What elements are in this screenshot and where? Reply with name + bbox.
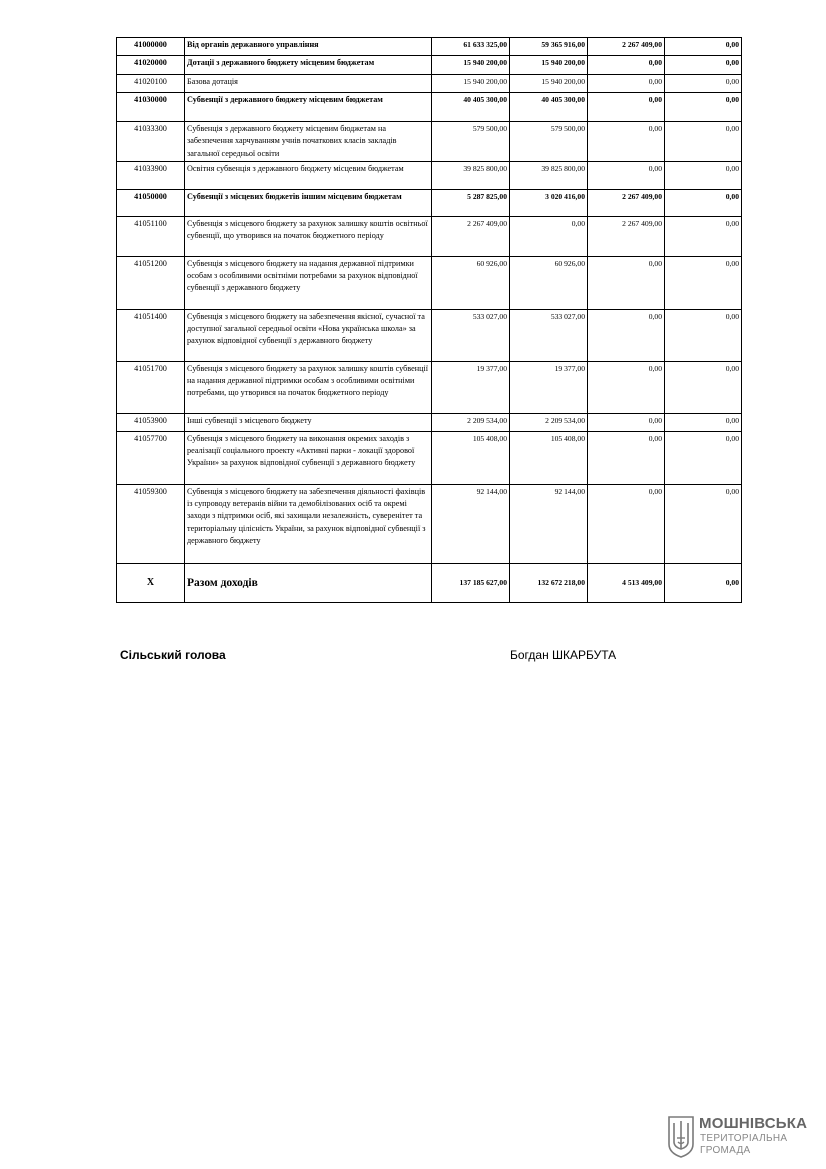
row-code: 41020000 [117, 56, 185, 75]
row-code: 41051200 [117, 256, 185, 309]
table-row [117, 256, 742, 309]
table-row [117, 361, 742, 413]
row-total: 39 825 800,00 [432, 161, 510, 189]
row-general: 2 209 534,00 [510, 413, 588, 431]
row-general: 39 825 800,00 [510, 161, 588, 189]
row-total: 2 267 409,00 [432, 216, 510, 256]
row-special: 0,00 [588, 161, 665, 189]
row-total: 105 408,00 [432, 431, 510, 484]
row-name: Субвенція з місцевого бюджету на забезпечення діяльності фахівців із супроводу ветеранів війни та демобілізованих осіб та окремі заходи з підтримки осіб, які захищали незалежність, суверенітет та територіальну цілісність України, за рахунок відповідної субвенції з державного бюджету [185, 484, 432, 563]
row-name: Субвенції з місцевих бюджетів іншим місцевим бюджетам [185, 189, 432, 216]
trident-icon [666, 1114, 696, 1158]
row-general: 59 365 916,00 [510, 38, 588, 56]
row-general: 40 405 300,00 [510, 93, 588, 122]
row-name: Від органів державного управління [185, 38, 432, 56]
table-row [117, 413, 742, 431]
row-general: 3 020 416,00 [510, 189, 588, 216]
row-name: Дотації з державного бюджету місцевим бюджетам [185, 56, 432, 75]
table-row [117, 75, 742, 93]
table-row [117, 189, 742, 216]
row-code: 41051400 [117, 309, 185, 361]
row-general: 15 940 200,00 [510, 56, 588, 75]
total-code: X [117, 563, 185, 602]
total-general: 132 672 218,00 [510, 563, 588, 602]
row-general: 19 377,00 [510, 361, 588, 413]
row-code: 41059300 [117, 484, 185, 563]
row-dev: 0,00 [665, 256, 742, 309]
row-code: 41051100 [117, 216, 185, 256]
row-special: 0,00 [588, 413, 665, 431]
budget-revenue-table [116, 37, 742, 603]
row-dev: 0,00 [665, 38, 742, 56]
table-row [117, 56, 742, 75]
row-general: 533 027,00 [510, 309, 588, 361]
row-special: 0,00 [588, 122, 665, 162]
row-general: 92 144,00 [510, 484, 588, 563]
row-name: Субвенція з місцевого бюджету на надання державної підтримки особам з особливими освітніми потребами за рахунок відповідної субвенції з державного бюджету [185, 256, 432, 309]
row-special: 2 267 409,00 [588, 38, 665, 56]
row-total: 61 633 325,00 [432, 38, 510, 56]
row-name: Субвенція з місцевого бюджету на забезпечення якісної, сучасної та доступної загальної середньої освіти «Нова українська школа» за рахунок відповідної субвенції з державного бюджету [185, 309, 432, 361]
row-total: 533 027,00 [432, 309, 510, 361]
signature-name: Богдан ШКАРБУТА [510, 648, 617, 662]
row-special: 0,00 [588, 56, 665, 75]
row-code: 41050000 [117, 189, 185, 216]
row-total: 15 940 200,00 [432, 75, 510, 93]
row-special: 0,00 [588, 361, 665, 413]
row-total: 92 144,00 [432, 484, 510, 563]
row-general: 60 926,00 [510, 256, 588, 309]
row-name: Освітня субвенція з державного бюджету місцевим бюджетам [185, 161, 432, 189]
row-dev: 0,00 [665, 93, 742, 122]
row-total: 15 940 200,00 [432, 56, 510, 75]
total-dev: 0,00 [665, 563, 742, 602]
row-code: 41033300 [117, 122, 185, 162]
row-special: 0,00 [588, 309, 665, 361]
row-name: Субвенція з місцевого бюджету на виконання окремих заходів з реалізації соціального проекту «Активні парки - локації здорової України» за рахунок відповідної субвенції з державного бюджету [185, 431, 432, 484]
total-total: 137 185 627,00 [432, 563, 510, 602]
row-name: Базова дотація [185, 75, 432, 93]
row-total: 19 377,00 [432, 361, 510, 413]
table-row [117, 38, 742, 56]
row-dev: 0,00 [665, 431, 742, 484]
row-code: 41053900 [117, 413, 185, 431]
table-row [117, 309, 742, 361]
row-dev: 0,00 [665, 75, 742, 93]
row-dev: 0,00 [665, 361, 742, 413]
row-name: Субвенція з державного бюджету місцевим бюджетам на забезпечення харчуванням учнів початкових класів закладів загальної середньої освіти [185, 122, 432, 162]
row-dev: 0,00 [665, 413, 742, 431]
table-row [117, 161, 742, 189]
community-watermark [666, 1114, 808, 1162]
row-general: 15 940 200,00 [510, 75, 588, 93]
table-row [117, 431, 742, 484]
row-dev: 0,00 [665, 122, 742, 162]
table-row [117, 122, 742, 162]
watermark-line-2: ТЕРИТОРІАЛЬНА [700, 1133, 788, 1144]
row-code: 41057700 [117, 431, 185, 484]
row-special: 0,00 [588, 484, 665, 563]
row-name: Інші субвенції з місцевого бюджету [185, 413, 432, 431]
row-special: 0,00 [588, 431, 665, 484]
row-code: 41051700 [117, 361, 185, 413]
row-code: 41000000 [117, 38, 185, 56]
table-row [117, 216, 742, 256]
row-special: 0,00 [588, 93, 665, 122]
row-special: 2 267 409,00 [588, 189, 665, 216]
row-special: 2 267 409,00 [588, 216, 665, 256]
watermark-line-1: МОШНІВСЬКА [699, 1115, 808, 1132]
row-dev: 0,00 [665, 309, 742, 361]
row-general: 105 408,00 [510, 431, 588, 484]
row-dev: 0,00 [665, 56, 742, 75]
row-total: 2 209 534,00 [432, 413, 510, 431]
row-general: 579 500,00 [510, 122, 588, 162]
watermark-line-3: ГРОМАДА [700, 1145, 751, 1156]
row-code: 41033900 [117, 161, 185, 189]
total-label: Разом доходів [185, 563, 432, 602]
row-total: 5 287 825,00 [432, 189, 510, 216]
row-name: Субвенція з місцевого бюджету за рахунок залишку коштів освітньої субвенції, що утворився на початок бюджетного періоду [185, 216, 432, 256]
row-code: 41020100 [117, 75, 185, 93]
row-name: Субвенції з державного бюджету місцевим бюджетам [185, 93, 432, 122]
row-total: 60 926,00 [432, 256, 510, 309]
table-total-row [117, 563, 742, 602]
row-dev: 0,00 [665, 189, 742, 216]
row-special: 0,00 [588, 75, 665, 93]
row-total: 40 405 300,00 [432, 93, 510, 122]
table-row [117, 484, 742, 563]
row-dev: 0,00 [665, 216, 742, 256]
row-special: 0,00 [588, 256, 665, 309]
table-row [117, 93, 742, 122]
total-special: 4 513 409,00 [588, 563, 665, 602]
row-code: 41030000 [117, 93, 185, 122]
signature-title: Сільський голова [120, 648, 226, 662]
row-dev: 0,00 [665, 161, 742, 189]
row-total: 579 500,00 [432, 122, 510, 162]
row-dev: 0,00 [665, 484, 742, 563]
row-general: 0,00 [510, 216, 588, 256]
row-name: Субвенція з місцевого бюджету за рахунок залишку коштів субвенції на надання державної підтримки особам з особливими освітніми потребами, що утворився на початок бюджетного періоду [185, 361, 432, 413]
